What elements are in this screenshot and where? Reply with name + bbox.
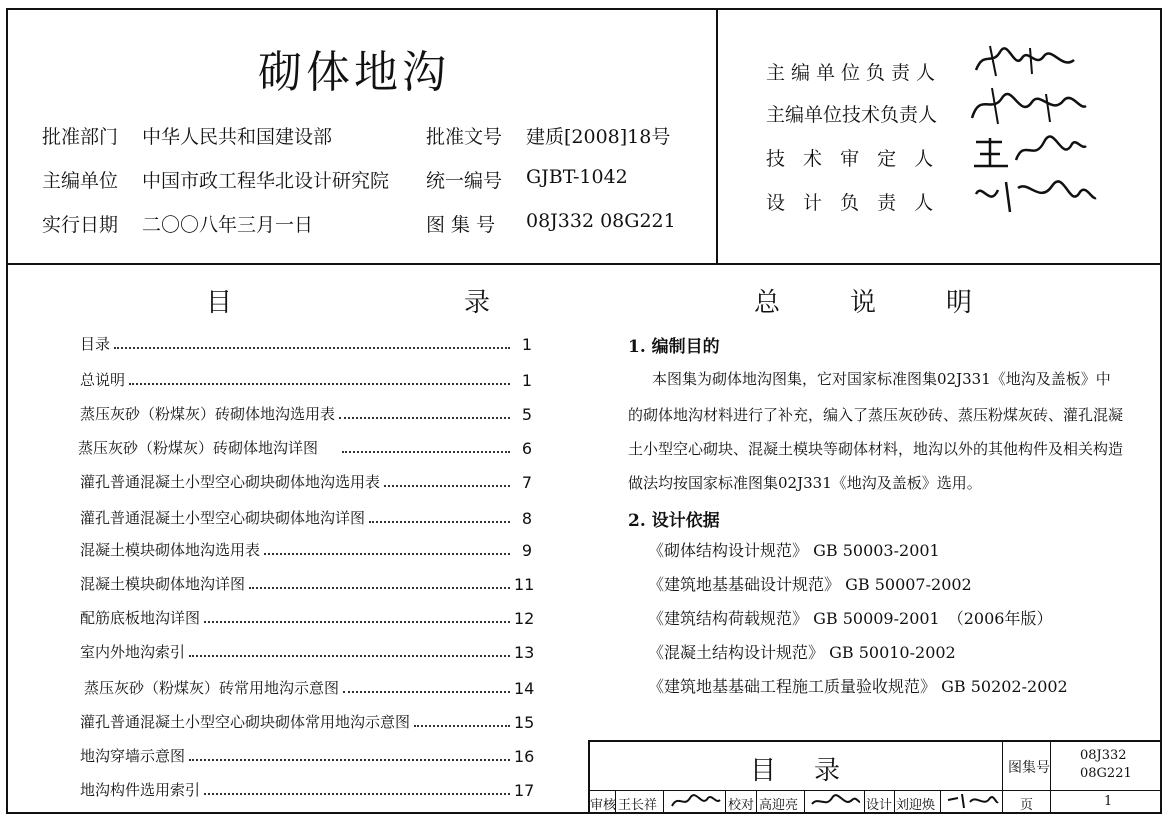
check-signature — [808, 790, 862, 812]
standard-item: 《建筑结构荷载规范》 GB 50009-2001 （2006年版） — [648, 609, 1053, 628]
toc-item-title: 灌孔普通混凝土小型空心砌块砌体地沟详图 — [80, 509, 366, 527]
approve-doc-value: 建质[2008]18号 — [526, 126, 671, 148]
design-name: 刘迎焕 — [896, 798, 936, 813]
signature-1 — [970, 40, 1090, 80]
check-name: 高迎亮 — [759, 798, 799, 813]
toc-item-title: 地沟穿墙示意图 — [80, 747, 186, 765]
toc-dot-leader — [343, 691, 510, 693]
unified-no-value: GJBT-1042 — [526, 166, 628, 188]
section-1-title: 1. 编制目的 — [628, 337, 720, 357]
tb-sep — [725, 791, 726, 812]
tb-sep — [940, 791, 941, 812]
toc-item-page: 1 — [521, 371, 532, 390]
toc-item-title: 灌孔普通混凝土小型空心砌块砌体常用地沟示意图 — [80, 713, 411, 731]
section-1-line: 本图集为砌体地沟图集，它对国家标准图集02J331《地沟及盖板》中 — [652, 370, 1111, 388]
toc-dot-leader — [249, 587, 510, 589]
toc-item-page: 9 — [521, 541, 532, 560]
signature-3 — [968, 128, 1088, 172]
approve-dept-value: 中华人民共和国建设部 — [142, 126, 333, 148]
general-heading: 总 说 明 — [754, 288, 995, 318]
responsible-role-1: 主编单位负责人 — [766, 62, 942, 84]
design-label: 设计 — [866, 798, 893, 813]
toc-item-page: 6 — [521, 439, 532, 458]
toc-item-title: 蒸压灰砂（粉煤灰）砖砌体地沟选用表 — [80, 405, 336, 423]
toc-item-page: 7 — [521, 473, 532, 492]
toc-item-page: 17 — [514, 781, 535, 800]
toc-item[interactable] — [80, 708, 535, 732]
frame-top — [6, 8, 1162, 10]
toc-item[interactable] — [80, 604, 535, 628]
signature-2 — [962, 84, 1092, 128]
editor-unit-label: 主编单位 — [42, 170, 119, 192]
toc-item-page: 11 — [514, 575, 535, 594]
toc-item-title: 地沟构件选用索引 — [80, 781, 201, 799]
header-divider — [6, 263, 1162, 265]
tb-sep — [864, 791, 865, 812]
atlas-no-cell-label: 图集号 — [1008, 760, 1050, 776]
toc-item-page: 8 — [521, 509, 532, 528]
standard-item: 《建筑地基基础工程施工质量验收规范》 GB 50202-2002 — [648, 677, 1068, 696]
atlas-title: 砌体地沟 — [258, 47, 450, 98]
approve-doc-label: 批准文号 — [426, 126, 503, 148]
toc-dot-leader — [204, 793, 510, 795]
atlas-no-cell-line1: 08J332 — [1080, 748, 1127, 763]
tb-sep — [663, 791, 664, 812]
toc-item-page: 5 — [521, 405, 532, 424]
standard-item: 《砌体结构设计规范》 GB 50003-2001 — [648, 541, 940, 560]
toc-item-page: 16 — [514, 747, 535, 766]
toc-item-page: 13 — [514, 643, 535, 662]
toc-dot-leader — [189, 759, 510, 761]
toc-item-title: 室内外地沟索引 — [80, 643, 186, 661]
toc-dot-leader — [339, 417, 510, 419]
tb-sep — [894, 791, 895, 812]
toc-item[interactable] — [80, 400, 532, 424]
toc-item-title: 目录 — [80, 335, 111, 353]
frame-left — [6, 8, 8, 814]
atlas-no-cell-line2: 08G221 — [1080, 766, 1132, 781]
toc-dot-leader — [369, 521, 510, 523]
atlas-no-label: 图 集 号 — [426, 214, 496, 236]
toc-heading: 目 录 — [206, 288, 551, 318]
review-label: 审核 — [590, 798, 617, 813]
toc-dot-leader — [129, 383, 510, 385]
frame-bottom — [6, 812, 1162, 814]
toc-item-title: 混凝土模块砌体地沟选用表 — [80, 541, 261, 559]
tb-sep — [804, 791, 805, 812]
toc-item[interactable] — [78, 434, 532, 458]
toc-item-title: 蒸压灰砂（粉煤灰）砖砌体地沟详图 — [78, 439, 319, 457]
atlas-no-value: 08J332 08G221 — [526, 210, 676, 232]
tb-top — [588, 740, 1160, 742]
toc-item-page: 12 — [514, 609, 535, 628]
toc-item-page: 15 — [514, 713, 535, 732]
frame-right — [1160, 8, 1162, 814]
responsible-role-3: 技 术 审 定 人 — [766, 148, 940, 170]
toc-dot-leader — [204, 621, 510, 623]
effective-date-label: 实行日期 — [42, 214, 119, 236]
toc-item[interactable] — [80, 570, 535, 594]
standard-item: 《建筑地基基础设计规范》 GB 50007-2002 — [648, 575, 972, 594]
tb-sep — [756, 791, 757, 812]
approve-dept-label: 批准部门 — [42, 126, 119, 148]
section-1-line: 的砌体地沟材料进行了补充，编入了蒸压灰砂砖、蒸压粉煤灰砖、灌孔混凝 — [628, 406, 1124, 424]
toc-item[interactable] — [80, 536, 532, 560]
title-block-name: 目 录 — [750, 756, 847, 786]
review-signature — [668, 790, 722, 812]
toc-dot-leader — [189, 655, 510, 657]
section-2-title: 2. 设计依据 — [628, 511, 720, 531]
toc-item[interactable] — [80, 468, 532, 492]
page-value: 1 — [1104, 794, 1113, 809]
toc-dot-leader — [264, 553, 510, 555]
responsible-role-4: 设 计 负 责 人 — [766, 192, 940, 214]
toc-item[interactable] — [80, 742, 535, 766]
standard-item: 《混凝土结构设计规范》 GB 50010-2002 — [648, 643, 956, 662]
effective-date-value: 二〇〇八年三月一日 — [142, 214, 314, 236]
responsible-role-2: 主编单位技术负责人 — [766, 104, 938, 126]
section-1-line: 土小型空心砌块、混凝土模块等砌体材料，地沟以外的其他构件及相关构造 — [628, 440, 1124, 458]
toc-item-title: 配筋底板地沟详图 — [80, 609, 201, 627]
design-signature — [944, 790, 1000, 812]
toc-item-title: 蒸压灰砂（粉煤灰）砖常用地沟示意图 — [84, 679, 340, 697]
signature-4 — [970, 174, 1100, 218]
toc-item[interactable] — [80, 504, 532, 528]
unified-no-label: 统一编号 — [426, 170, 503, 192]
check-label: 校对 — [728, 798, 755, 813]
tb-v-name — [1002, 740, 1003, 812]
toc-item-page: 1 — [521, 335, 532, 354]
toc-item[interactable] — [80, 366, 532, 390]
toc-item[interactable] — [84, 674, 535, 698]
header-vertical-divider — [716, 8, 718, 264]
toc-item[interactable] — [80, 776, 535, 800]
toc-item[interactable] — [80, 330, 532, 354]
toc-item-title: 混凝土模块砌体地沟详图 — [80, 575, 246, 593]
toc-item-title: 总说明 — [80, 371, 126, 389]
toc-dot-leader — [342, 451, 510, 453]
toc-item-page: 14 — [514, 679, 535, 698]
section-1-line: 做法均按国家标准图集02J331《地沟及盖板》选用。 — [628, 474, 982, 492]
toc-dot-leader — [414, 725, 510, 727]
page-label: 页 — [1020, 798, 1034, 813]
toc-item-title: 灌孔普通混凝土小型空心砌块砌体地沟选用表 — [80, 473, 381, 491]
review-name: 王长祥 — [618, 798, 658, 813]
toc-dot-leader — [384, 485, 510, 487]
toc-item[interactable] — [80, 638, 535, 662]
editor-unit-value: 中国市政工程华北设计研究院 — [142, 170, 390, 192]
tb-v-label — [1050, 740, 1051, 812]
toc-dot-leader — [114, 347, 510, 349]
